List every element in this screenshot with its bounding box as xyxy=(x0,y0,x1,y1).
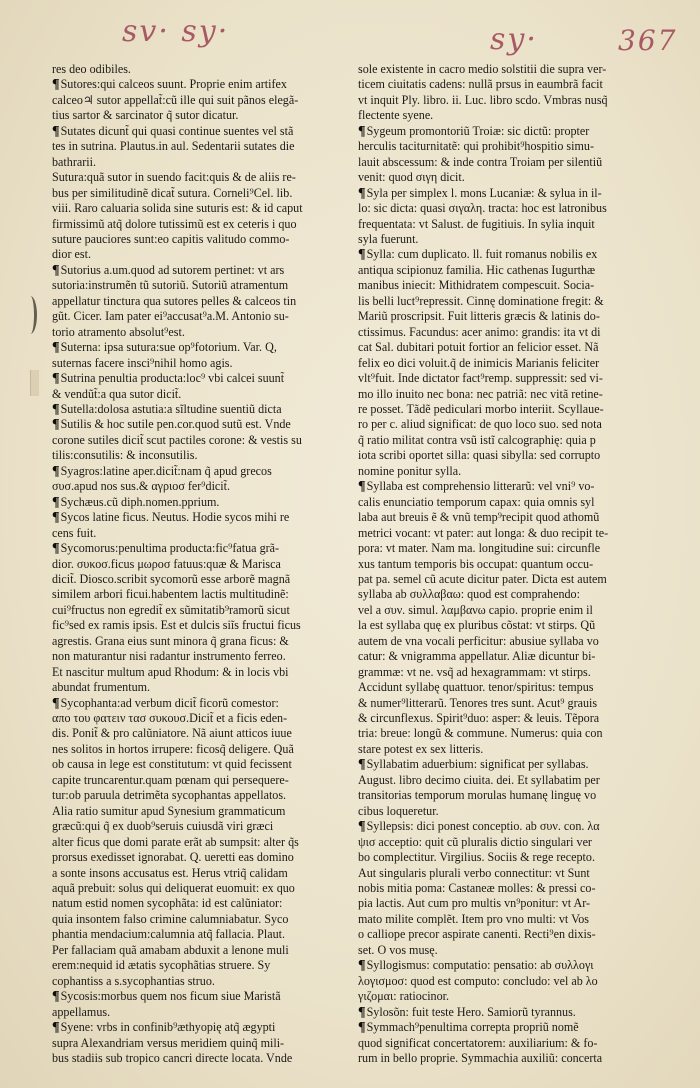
dictionary-entry xyxy=(52,263,336,340)
dictionary-entry xyxy=(52,510,336,541)
dictionary-entry xyxy=(358,1005,642,1020)
paragraph-mark-icon: ¶ xyxy=(358,479,366,495)
paragraph-mark-icon: ¶ xyxy=(358,757,366,773)
dictionary-entry xyxy=(52,402,336,417)
paragraph-mark-icon: ¶ xyxy=(358,958,366,974)
paragraph-mark-icon: ¶ xyxy=(358,1020,366,1036)
entry-text: Sycos latine ficus. Neutus. Hodie sycos mihi re cens fuit. xyxy=(52,510,290,540)
dictionary-entry xyxy=(52,989,336,1020)
entry-text: Sychæus.cũ diph.nomen.pprium. xyxy=(60,494,220,509)
entry-text: Syagros:latine aper.dicit̃:nam q̃ apud grecos συσ.apud nos sus.& αγριοσ fer⁹dicit̃. xyxy=(52,463,272,494)
margin-bracket-mark xyxy=(24,296,37,334)
dictionary-entry xyxy=(358,62,642,124)
entry-text: Sycomorus:penultima producta:fic⁹fatua grã- dior. συκοσ.ficus μωροσ fatuus:quæ & Marisca dicit̃. Diosco.scribit sycomorũ esse arborẽ magnã similem arbori ficui.habentem lactis multitudinẽ: cui⁹fructus non egredit̃ ex sũmitatib⁹ramorũ sicut fic⁹sed ex ramis ipsis. Est et dulcis siĩs fructui ficus agrestis. Grana eius sunt minora q̃ grana ficus: & non maturantur nisi radantur instrumento ferreo. Et nascitur multum apud Rhodum: & in locis vbi abundat frumentum. xyxy=(52,541,301,695)
dictionary-entry xyxy=(358,124,642,186)
dictionary-entry xyxy=(358,819,642,958)
dictionary-entry xyxy=(52,1020,336,1066)
handwritten-header-left: sv· sy· xyxy=(122,14,230,49)
dictionary-entry xyxy=(358,958,642,1004)
dictionary-entry xyxy=(52,417,336,463)
dictionary-entry xyxy=(358,247,642,479)
dictionary-entry xyxy=(52,696,336,990)
left-text-column xyxy=(52,62,336,1066)
paragraph-mark-icon: ¶ xyxy=(358,185,366,201)
dictionary-entry xyxy=(52,77,336,123)
paragraph-mark-icon: ¶ xyxy=(52,1020,60,1036)
entry-text: Syllabatim aduerbium: significat per syllabas. August. libro decimo ciuita. dei. Et syllabatim per transitorias temporum morulas humanę linguę vo cibus loqueretur. xyxy=(358,757,600,818)
dictionary-entry xyxy=(52,464,336,495)
dictionary-entry xyxy=(52,371,336,402)
entry-text: Sutella:dolosa astutia:a sĩltudine suentiũ dicta xyxy=(60,401,282,416)
paragraph-mark-icon: ¶ xyxy=(358,247,366,263)
entry-text: Sutura:quã sutor in suendo facit:quis & de aliis re- bus per similitudinẽ dicat̃ sutura. Corneli⁹Cel. lib. viii. Raro caluaria solida sine suturis est: & id caput firmissimũ atq̃ dolore tutissimũ est ex ceteris i quo suture pauciores sunt:eo capitis valitudo commo- dior est. xyxy=(52,170,303,262)
dictionary-entry xyxy=(358,1020,642,1066)
dictionary-entry xyxy=(358,757,642,819)
paragraph-mark-icon: ¶ xyxy=(52,695,60,711)
dictionary-entry xyxy=(358,186,642,248)
paragraph-mark-icon: ¶ xyxy=(52,989,60,1005)
handwritten-header-center: sy· xyxy=(490,22,538,57)
entry-text: sole existente in cacro medio solstitii die supra ver- ticem ciuitatis cadens: nullã prsus in eaumbrã facit vt inquit Ply. libro. ii. Luc. libro scdo. Vmbras nusq̃ flectente syene. xyxy=(358,62,608,123)
paragraph-mark-icon: ¶ xyxy=(358,819,366,835)
entry-text: Sylla: cum duplicato. ll. fuit romanus nobilis ex antiqua scipionuz familia. Hic cathenas Iugurthæ manibus iniecit: Mithidratem compescuit. Socia- lis belli luct⁹repressit. Cinnę dominatione fregit: & Mariũ proscripsit. Fuit litteris græcis & latinis do- ctissimus. Facundus: acer animo: grandis: ita vt di cat Sal. dubitari potuit fortior an felicior esset. Nã felix eo dici voluit.q̃ de inimicis Marianis feliciter vlt⁹fuit. Inde dictator fact⁹remp. suppressit: sed vi- mo illo inuito nec bona: nec patriã: nec vitã retine- re posset. Tãdẽ pediculari morbo interiit. Scyllaue- ro per c. aliud significat: de quo loco suo. sed nota q̃ ratio militat contra vsũ istĩ calcographię: quia p iota scribi oportet silla: quasi sibylla: sed corrupto nomine ponitur sylla. xyxy=(358,247,604,478)
entry-text: Syla per simplex l. mons Lucaniæ: & sylua in il- lo: sic dicta: quasi σιγαλη. tracta: hoc est latronibus frequentata: vt Salust. de fugitiuis. In sylia inquit syla fuerunt. xyxy=(358,185,607,246)
dictionary-entry xyxy=(52,541,336,696)
paragraph-mark-icon: ¶ xyxy=(358,123,366,139)
entry-text: Sutrina penultia producta:loc⁹ vbi calcei suunt̃ & vendũt̃:a qua sutor dicit̃. xyxy=(52,371,285,401)
entry-text: Sygeum promontoriũ Troiæ: sic dictũ: propter herculis taciturnitatẽ: qui prohibit⁹hospitio simu- lauit abscessum: & inde contra Troiam per silentiũ venit: quod σιγη dicit. xyxy=(358,123,603,185)
entry-text: Sutorius a.um.quod ad sutorem pertinet: vt ars sutoria:instrumẽn tũ sutoriũ. Sutoriũ atramentum appellatur tinctura qua sutores pelles & calceos tin gũt. Cicer. Iam pater ei⁹accusat⁹a.M. Antonio su- torio atramento absolut⁹est. xyxy=(52,262,297,339)
entry-text: Syllaba est comprehensio litterarũ: vel vni⁹ vo- calis enunciatio temporum capax: quia omnis syl laba aut breuis ẽ & vnũ temp⁹recipit quod athomũ metrici vocant: vt pater: aut longa: & duo recipit te- pora: vt mater. Nam ma. longitudine sui: circunfle xus tantum temporis bis occupat: quantum occu- pat pa. semel cũ acute dicitur pater. Dicta est autem syllaba ab συλλαβαω: quod est comprahendo: vel a συν. simul. λαμβανω capio. proprie enim il la est syllaba quę ex pluribus cõstat: vt stirps. Qũ autem de vna vocali perficitur: abusiue syllaba vo catur: & vnigramma appellatur. Aliæ dicuntur bi- grammæ: vt ne. vsq̃ ad hexagrammam: vt stirps. Accidunt syllabę quattuor. tenor/spiritus: tempus & numer⁹litterarũ. Tenores tres sunt. Acut⁹ grauis & circunflexus. Spirit⁹duo: asper: & leuis. Tẽpora tria: breue: longũ & commune. Numerus: quia con stare potest ex sex litteris. xyxy=(358,479,609,756)
paragraph-mark-icon: ¶ xyxy=(52,463,60,479)
dictionary-entry xyxy=(52,340,336,371)
entry-text: Sycophanta:ad verbum dicit̃ ficorũ comestor: απο του φατειν τασ συκουσ.Dicit̃ et a ficis eden- dis. Ponit̃ & pro calũniatore. Nã aiunt atticos iuue nes solitos in hortos irrupere: ficosq̃ deligere. Quã ob causa in lege est constitutum: vt quid fecissent capite truncarentur.quam pœnam qui persequere- tur:ob paruula detrimẽta sycophantas appellatos. Alia ratio sumitur apud Synesium grammaticum græcũ:qui q̃ ex duob⁹seruis cuiusdã viri græci alter ficus que domi parate erãt ab sumpsit: alter q̃s prorsus exedisset ignorabat. Q. ueretti eas domino a sonte insons accusatus est. Herus vtriq̃ calidam aquã prebuit: solus qui deliquerat euomuit: ex quo natum estid nomen sycophãta: id est calũniator: quia insontem falso crimine calumniabatur. Syco phantia mendacium:calumnia atq̃ fallacia. Plaut. Per fallaciam quã amabam abduxit a lenone muli erem:nequid id ætatis sycophãtias struere. Sy cophantiss a s.sycophantias struo. xyxy=(52,695,299,988)
paragraph-mark-icon: ¶ xyxy=(52,77,60,93)
paragraph-mark-icon: ¶ xyxy=(52,123,60,139)
paragraph-mark-icon: ¶ xyxy=(52,340,60,356)
paragraph-mark-icon: ¶ xyxy=(52,401,60,417)
entry-text: Syllogismus: computatio: pensatio: ab συλλογι λογισμοσ: quod est computo: concludo: vel ab λο γιζομαι: ratiocinor. xyxy=(358,958,598,1004)
dictionary-entry xyxy=(52,62,336,77)
entry-text: Suterna: ipsa sutura:sue op⁹fotorium. Var. Q, suternas facere insci⁹nihil homo agis. xyxy=(52,340,277,370)
dictionary-entry xyxy=(52,124,336,170)
paragraph-mark-icon: ¶ xyxy=(52,417,60,433)
entry-text: Sutilis & hoc sutile pen.cor.quod sutũ est. Vnde corone sutiles dicit̃ scut pactiles corone: & vestis su tilis:consutilis: & inconsutilis. xyxy=(52,417,302,463)
entry-text: Syene: vrbs in confinib⁹æthyopię atq̃ ægypti supra Alexandriam versus meridiem quinq̃ mili- bus stadiis sub tropico cancri directe locata. Vnde xyxy=(52,1020,293,1065)
right-text-column xyxy=(358,62,642,1066)
entry-text: Sutates dicunt̃ qui quasi continue suentes vel stã tes in sutrina. Plautus.in aul. Sedentarii sutates die bathrarii. xyxy=(52,123,295,169)
entry-text: Sylosõn: fuit teste Hero. Samiorũ tyrannus. xyxy=(366,1004,576,1019)
entry-text: res deo odibiles. xyxy=(52,62,131,76)
margin-paper-tab xyxy=(30,370,39,396)
folio-number: 367 xyxy=(618,24,678,57)
paragraph-mark-icon: ¶ xyxy=(52,541,60,557)
paragraph-mark-icon: ¶ xyxy=(52,371,60,387)
dictionary-entry xyxy=(52,170,336,263)
paragraph-mark-icon: ¶ xyxy=(52,262,60,278)
entry-text: Sycosis:morbus quem nos ficum siue Maristã appellamus. xyxy=(52,989,281,1019)
paragraph-mark-icon: ¶ xyxy=(52,494,60,510)
entry-text: Sutores:qui calceos suunt. Proprie enim artifex calceo♃ sutor appellat̃:cũ ille qui suit pãnos elegã- tius sartor & sarcinator q̃ sutor dicatur. xyxy=(52,77,299,123)
dictionary-entry xyxy=(52,495,336,510)
entry-text: Syllepsis: dici ponest conceptio. ab συν. con. λα ψισ acceptio: quit cũ pluralis dictio singulari ver bo complectitur. Virgilius. Sociis & rege recepto. Aut singularis plurali verbo connectitur: vt Sunt nobis mitia poma: Castaneæ molles: & pressi co- pia lactis. Aut cum pro multis vn⁹ponitur: vt Ar- mato milite complẽt. Item pro vno multi: vt Vos o calliope precor aspirate canenti. Recti⁹en dixis- set. O vos musę. xyxy=(358,819,600,957)
paragraph-mark-icon: ¶ xyxy=(358,1004,366,1020)
dictionary-entry xyxy=(358,479,642,757)
entry-text: Symmach⁹penultima correpta propriũ nomẽ quod significat concertatorem: auxiliarium: & fo- rum in bello proprie. Symmachia auxiliũ: concerta xyxy=(358,1020,603,1065)
paragraph-mark-icon: ¶ xyxy=(52,510,60,526)
